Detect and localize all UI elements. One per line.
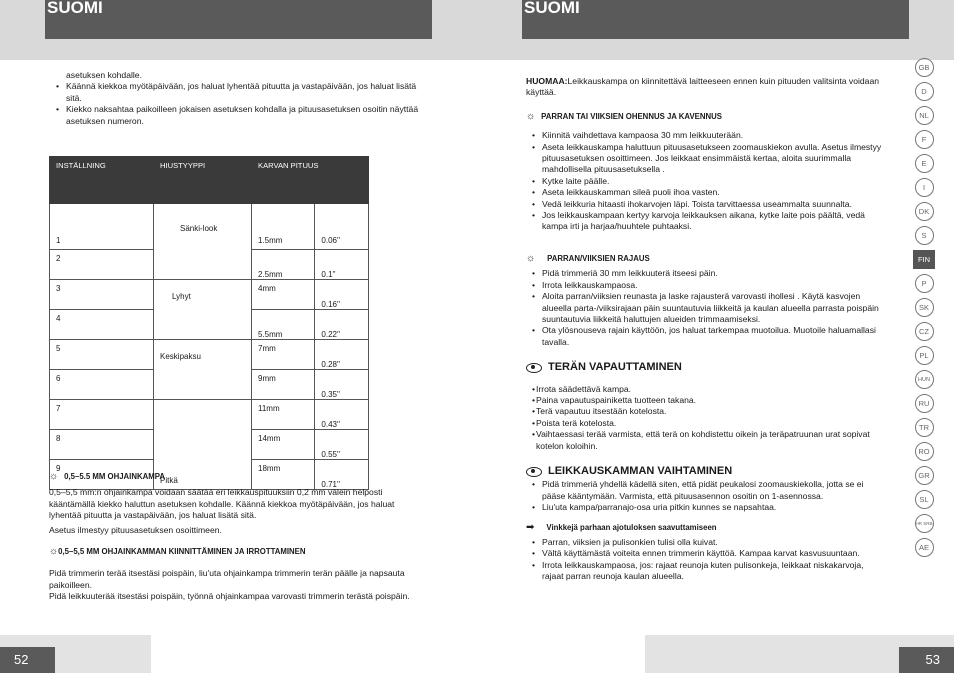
- table-cell: 7: [50, 400, 154, 430]
- left-header: [45, 0, 432, 39]
- list-item: • Poista terä kotelosta.: [526, 418, 886, 429]
- list-item: • Kiinnitä vaihdettava kampaosa 30 mm leikkuuterään.: [526, 130, 886, 141]
- section-title: 0,5–5.5 MM OHJAINKAMPA: [64, 472, 165, 481]
- list-item: • Parran, viiksien ja pulisonkien tulisi olla kuivat.: [526, 537, 886, 548]
- table-cell: 4mm: [252, 280, 315, 310]
- table-cell: 2.5mm: [252, 250, 315, 280]
- note-text: Leikkauskampa on kiinnitettävä laitteeseen ennen kuin pituuden valitsinta voidaan käyttää.: [526, 76, 880, 98]
- list-item: • Pidä trimmeriä yhdellä kädellä siten, että pidät peukalosi zoomauskiekolla, jotta se ei pääse kääntymään. Varmista, että pituusasennon osoitin on 1-asennossa.: [526, 479, 886, 502]
- language-tabs: [913, 58, 935, 635]
- section-title: 0,5–5,5 MM OHJAINKAMMAN KIINNITTÄMINEN JA IRROTTAMINEN: [58, 547, 306, 557]
- table-cell: 8: [50, 430, 154, 460]
- table-cell: 14mm: [252, 430, 315, 460]
- intro-line: asetuksen kohdalle.: [66, 70, 142, 80]
- lang-tab-cz[interactable]: CZ: [915, 322, 934, 341]
- arrow-right-icon: ➡: [526, 521, 535, 533]
- table-cell: Sänki-look: [154, 204, 252, 280]
- list-item: • Aseta leikkauskamman sileä puoli ihoa vasten.: [526, 187, 886, 198]
- lang-tab-fin[interactable]: FIN: [913, 250, 935, 269]
- table-header: INSTÄLLNING: [50, 157, 154, 204]
- table-cell: 1.5mm: [252, 204, 315, 250]
- note-label: HUOMAA:: [526, 76, 568, 86]
- table-cell: 9mm: [252, 370, 315, 400]
- table-cell: 1: [50, 204, 154, 250]
- lang-tab-pl[interactable]: PL: [915, 346, 934, 365]
- right-page: [477, 0, 954, 673]
- sun-icon: ☼: [49, 471, 59, 482]
- table-cell: Keskipaksu: [154, 340, 252, 400]
- lang-tab-sl[interactable]: SL: [915, 490, 934, 509]
- sun-icon: ☼: [526, 110, 536, 122]
- section-b-bullets: [526, 268, 886, 348]
- list-item: • Kiekko naksahtaa paikoilleen jokaisen asetuksen kohdalla ja pituusasetuksen osoitin näyttää asetuksen numeron.: [50, 104, 425, 127]
- table-cell: 11mm: [252, 400, 315, 430]
- section-title: PARRAN TAI VIIKSIEN OHENNUS JA KAVENNUS: [541, 111, 722, 121]
- table-header: HIUSTYYPPI: [154, 157, 252, 204]
- list-item: • Ota ylösnouseva rajain käyttöön, jos haluat tarkempaa muotoilua. Muotoile haluamallasi tavalla.: [526, 325, 886, 348]
- list-item: • Terä vapautuu itsestään kotelosta.: [526, 406, 886, 417]
- list-item: • Vedä leikkuria hitaasti ihokarvojen läpi. Toista tarvittaessa useammalta suunnalta.: [526, 199, 886, 210]
- table-cell: 0.1'': [315, 250, 369, 280]
- list-item: • Aseta leikkauskampa haluttuun pituusasetukseen zoomauskiekon avulla. Asetus ilmestyy pituusasetuksen osoittimeen. Jos leikkaat ensimmäistä kertaa, aloita suurimmalla mahdollisella pituusasetuksella .: [526, 142, 886, 176]
- table-cell: 0.16'': [315, 280, 369, 310]
- list-item: • Kytke laite päälle.: [526, 176, 886, 187]
- lang-tab-ro[interactable]: RO: [915, 442, 934, 461]
- lang-tab-e[interactable]: E: [915, 154, 934, 173]
- lang-tab-dk[interactable]: DK: [915, 202, 934, 221]
- eye-icon: [526, 467, 542, 477]
- section-title: Vinkkejä parhaan ajotuloksen saavuttamiseen: [546, 522, 717, 532]
- lang-tab-gr[interactable]: GR: [915, 466, 934, 485]
- lang-tab-nl[interactable]: NL: [915, 106, 934, 125]
- right-page-number: 53: [899, 647, 954, 673]
- table-cell: 2: [50, 250, 154, 280]
- paragraph: Asetus ilmestyy pituusasetuksen osoittimeen.: [49, 524, 222, 535]
- left-page-number: 52: [0, 647, 55, 673]
- lang-tab-gb[interactable]: GB: [915, 58, 934, 77]
- list-item: • Pidä trimmeriä 30 mm leikkuuterä itseesi päin.: [526, 268, 886, 279]
- table-cell: 0.28'': [315, 340, 369, 370]
- left-intro: [50, 70, 425, 127]
- paragraph: Pidä trimmerin terää itsestäsi poispäin, liu'uta ohjainkampa trimmerin terän päälle ja napsauta paikoilleen.: [49, 568, 405, 590]
- section-c-bullets: [526, 384, 886, 452]
- right-header: [522, 0, 909, 39]
- table-cell: 7mm: [252, 340, 315, 370]
- section-e-bullets: [526, 537, 886, 583]
- lang-tab-sk[interactable]: SK: [915, 298, 934, 317]
- right-header-title: SUOMI: [524, 0, 580, 17]
- table-cell: 18mm: [252, 460, 315, 490]
- list-item: • Paina vapautuspainiketta tuotteen takana.: [526, 395, 886, 406]
- list-item: • Irrota säädettävä kampa.: [526, 384, 886, 395]
- table-cell: 3: [50, 280, 154, 310]
- intro-bullets: [50, 81, 425, 127]
- table-cell: 6: [50, 370, 154, 400]
- list-item: • Irrota leikkauskampaosa.: [526, 280, 886, 291]
- list-item: • Irrota leikkauskampaosa, jos: rajaat reunoja kuten pulisonkeja, leikkaat niskakarvoja, rajaat parran reunoja kaulan alueella.: [526, 560, 886, 583]
- section-title: TERÄN VAPAUTTAMINEN: [548, 361, 682, 374]
- lang-tab-p[interactable]: P: [915, 274, 934, 293]
- table-cell: 5.5mm: [252, 310, 315, 340]
- left-header-title: SUOMI: [47, 0, 103, 17]
- table-cell: 0.71'': [315, 460, 369, 490]
- table-cell: 0.06'': [315, 204, 369, 250]
- left-sections: [49, 471, 429, 603]
- paragraph: Pidä leikkuuterää itsestäsi poispäin, työnnä ohjainkampaa varovasti trimmerin terästä poispäin.: [49, 591, 410, 602]
- list-item: • Vaihtaessasi terää varmista, että terä on kohdistettu oikein ja teräpatruunan urat sopivat kotelon koloihin.: [526, 429, 886, 452]
- sun-icon: ☼: [526, 252, 536, 264]
- lang-tab-f[interactable]: F: [915, 130, 934, 149]
- table-cell: 4: [50, 310, 154, 340]
- table-cell: Lyhyt: [154, 280, 252, 340]
- list-item: • Jos leikkauskampaan kertyy karvoja leikkauksen aikana, kytke laite pois päältä, vedä kampa irti ja harjaa/huuhtele puhtaaksi.: [526, 210, 886, 233]
- right-content: [526, 76, 886, 583]
- lang-tab-i[interactable]: I: [915, 178, 934, 197]
- table-cell: Pitkä: [154, 400, 252, 490]
- section-title: LEIKKAUSKAMMAN VAIHTAMINEN: [548, 464, 733, 477]
- list-item: • Käännä kiekkoa myötäpäivään, jos haluat lyhentää pituutta ja vastapäivään, jos haluat lisätä sitä.: [50, 81, 425, 104]
- section-a-bullets: [526, 130, 886, 233]
- paragraph: 0,5–5,5 mm:n ohjainkampa voidaan säätää eri leikkauspituuksiin 0,2 mm välein helposti kääntämällä kiekko haluttun asetuksen kohdalle. Käännä kiekkoa myötäpäivään, jos haluat lyhentää pituutta ja vastapäivään, jos haluat lisätä sitä.: [49, 487, 395, 521]
- table-cell: 5: [50, 340, 154, 370]
- table-header: KARVAN PITUUS: [252, 157, 369, 204]
- section-d-bullets: [526, 479, 886, 513]
- lang-tab-hun[interactable]: HUN: [915, 370, 934, 389]
- length-settings-table: [49, 156, 369, 490]
- list-item: • Aloita parran/viiksien reunasta ja laske rajausterä varovasti ihollesi . Käytä kasvojen alueella parta-/viiksirajaan päin suuntautuvia liikkeitä ja kaulan alueella parrasta poispäin suuntautuvia liikkeitä haluttujen alueiden trimmaamiseksi.: [526, 291, 886, 325]
- lang-tab-ru[interactable]: RU: [915, 394, 934, 413]
- eye-icon: [526, 363, 542, 373]
- table-cell: 0.55'': [315, 430, 369, 460]
- table-cell: 0.22'': [315, 310, 369, 340]
- section-title: PARRAN/VIIKSIEN RAJAUS: [547, 253, 650, 263]
- table-cell: 0.35'': [315, 370, 369, 400]
- list-item: • Liu'uta kampa/parranajo-osa uria pitkin kunnes se napsahtaa.: [526, 502, 886, 513]
- lang-tab-ae[interactable]: AE: [915, 538, 934, 557]
- lang-tab-s[interactable]: S: [915, 226, 934, 245]
- table-cell: 9: [50, 460, 154, 490]
- list-item: • Vältä käyttämästä voiteita ennen trimmerin käyttöä. Kampaa karvat kasvusuuntaan.: [526, 548, 886, 559]
- sun-icon: ☼: [49, 546, 59, 558]
- lang-tab-tr[interactable]: TR: [915, 418, 934, 437]
- lang-tab-d[interactable]: D: [915, 82, 934, 101]
- table-cell: 0.43'': [315, 400, 369, 430]
- lang-tab-hr-srb[interactable]: HR SRB: [915, 514, 934, 533]
